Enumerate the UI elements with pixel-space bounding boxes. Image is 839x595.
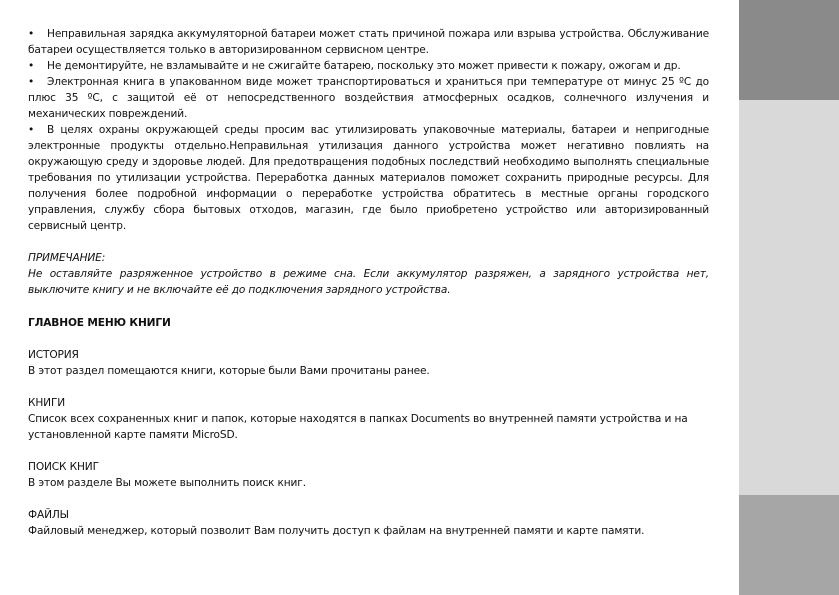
- edge-tab-bottom: [739, 495, 839, 595]
- bullet-item: [28, 26, 709, 58]
- bullet-marker: •: [28, 60, 35, 72]
- bullet-item: [28, 122, 709, 234]
- section-title: ФАЙЛЫ: [28, 509, 69, 521]
- bullet-marker: •: [28, 76, 35, 88]
- note-text: Не оставляйте разряженное устройство в режиме сна. Если аккумулятор разряжен, а зарядного устройства нет, выключите книгу и не включайте её до подключения зарядного устройства.: [28, 268, 709, 296]
- menu-section-files: [28, 507, 709, 539]
- edge-tab-top: [739, 0, 839, 100]
- bullet-text: Не демонтируйте, не взламывайте и не сжигайте батарею, поскольку это может привести к пожару, ожогам и др.: [47, 60, 681, 72]
- bullet-marker: •: [28, 124, 35, 136]
- section-title: КНИГИ: [28, 397, 66, 409]
- section-text: В этом разделе Вы можете выполнить поиск книг.: [28, 477, 306, 489]
- menu-section-search: [28, 459, 709, 491]
- bullet-item: [28, 58, 709, 74]
- menu-heading: ГЛАВНОЕ МЕНЮ КНИГИ: [28, 317, 171, 329]
- bullet-text: В целях охраны окружающей среды просим вас утилизировать упаковочные материалы, батареи и непригодные электронные продукты отдельно.Неправильная утилизация данного устройства может негативно повлиять на окружающую среду и здоровье людей. Для предотвращения подобных последствий необходимо выполнять специальные требования по утилизации устройства. Переработка данных материалов поможет сохранить природные ресурсы. Для получения более подробной информации о переработке устройства обратитесь в местные органы городского управления, службу сбора бытовых отходов, магазин, где было приобретено устройство или авторизированный сервисный центр.: [28, 124, 709, 232]
- section-text: Список всех сохраненных книг и папок, которые находятся в папках Documents во внутренней памяти устройства и на установленной карте памяти MicroSD.: [28, 413, 688, 441]
- bullet-text: Неправильная зарядка аккумуляторной батареи может стать причиной пожара или взрыва устройства. Обслуживание батареи осуществляется только в авторизированном сервисном центре.: [28, 28, 709, 56]
- page-content: [28, 26, 709, 539]
- safety-bullets: [28, 26, 709, 234]
- section-title: ПОИСК КНИГ: [28, 461, 99, 473]
- bullet-text: Электронная книга в упакованном виде может транспортироваться и храниться при температуре от минус 25 ºС до плюс 35 ºС, с защитой её от непосредственного воздействия атмосферных осадков, солнечного излучения и механических повреждений.: [28, 76, 709, 120]
- note-heading: ПРИМЕЧАНИЕ:: [28, 252, 106, 264]
- section-title: ИСТОРИЯ: [28, 349, 79, 361]
- section-text: Файловый менеджер, который позволит Вам получить доступ к файлам на внутренней памяти и карте памяти.: [28, 525, 645, 537]
- menu-section-history: [28, 347, 709, 379]
- bullet-item: [28, 74, 709, 122]
- bullet-marker: •: [28, 28, 35, 40]
- menu-section-books: [28, 395, 709, 443]
- section-text: В этот раздел помещаются книги, которые были Вами прочитаны ранее.: [28, 365, 430, 377]
- page-edge-tabs: [739, 0, 839, 595]
- edge-tab-middle: [739, 100, 839, 495]
